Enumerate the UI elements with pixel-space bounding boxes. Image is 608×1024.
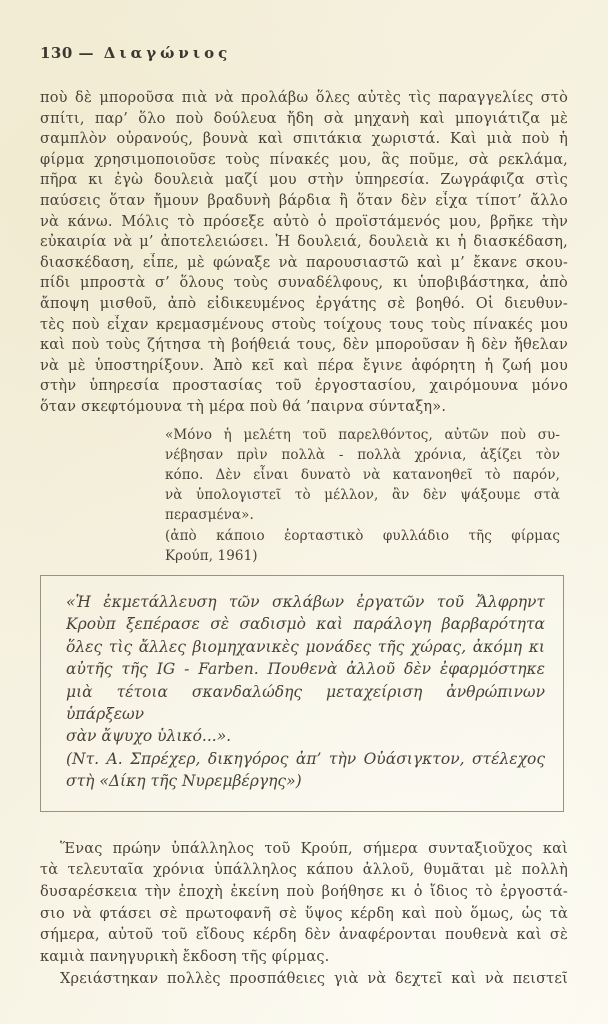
page-number: 130 xyxy=(40,44,73,62)
text-line: πίδι μπροστὰ σ’ ὅλους τοὺς συναδέλφους, κι ὑποβιβάστηκα, ἀπὸ xyxy=(40,275,568,292)
text-line: Χρειάστηκαν πολλὲς προσπάθειες γιὰ νὰ δεχτεῖ καὶ νὰ πειστεῖ xyxy=(60,970,568,987)
text-line: ὅταν σκεφτόμουνα τὴ μέρα ποὺ θά ’παιρνα σύνταξη». xyxy=(40,398,447,415)
text-line: Κρούπ, 1961) xyxy=(165,547,258,564)
text-line: φίρμα χρησιμοποιοῦσε τοὺς πίνακές μου, ἃς ποῦμε, σὰ ρεκλάμα, xyxy=(40,151,568,168)
running-head-title: Διαγώνιος xyxy=(103,44,232,62)
text-line: σήμερα, αὐτοῦ τοῦ εἴδους κέρδη δὲν ἀναφέρονται πουθενὰ καὶ σὲ xyxy=(40,927,568,944)
text-line: ποὺ δὲ μποροῦσα πιὰ νὰ προλάβω ὅλες αὐτὲς τὶς παραγγελίες στὸ xyxy=(40,90,568,106)
continuation-paragraph xyxy=(40,969,568,991)
text-line: ἄποψη μισθοῦ, ἀπὸ εἰδικευμένος ἐργάτης σὲ βοηθό. Οἱ διευθυν- xyxy=(40,295,568,312)
closing-paragraph xyxy=(40,839,568,969)
text-line: κόπο. Δὲν εἶναι δυνατὸ νὰ κατανοηθεῖ τὸ παρόν, xyxy=(165,466,560,483)
text-line: «Ἡ ἐκμετάλλευση τῶν σκλάβων ἐργατῶν τοῦ Ἄλφρηντ xyxy=(66,592,545,611)
text-line: σαμπλὸν οὐρανούς, βουνὰ καὶ σπιτάκια χωριστά. Καὶ μιὰ ποὺ ἡ xyxy=(40,131,568,148)
text-line: διασκέδαση, εἶπε, μὲ φώναξε νὰ παρουσιαστῶ καὶ μ’ ἔκανε σκου- xyxy=(40,254,568,271)
text-line: «Μόνο ἡ μελέτη τοῦ παρελθόντος, αὐτῶν ποὺ συ- xyxy=(165,426,560,443)
text-line: σὰν ἄψυχο ὑλικό...». xyxy=(66,727,232,746)
text-line: πῆρα κι ἐγὼ δουλειὰ μαζί μου στὴν ὑπηρεσία. Ζωγράφιζα στὶς xyxy=(40,172,568,189)
text-line: παύσεις ὅταν ἤμουν βραδυνὴ βάρδια ἢ ὅταν δὲν εἶχα τίποτ’ ἄλλο xyxy=(40,192,568,209)
text-line: καὶ ποὺ τοὺς ζήτησα τὴ βοήθειά τους, δὲν μποροῦσαν ἢ δὲν ἤθελαν xyxy=(40,337,568,354)
text-line: Κροὺπ ξεπέρασε σὲ σαδισμὸ καὶ παράλογη βαρβαρότητα xyxy=(66,615,545,634)
text-line: εὐκαιρία νὰ μ’ ἀποτελειώσει. Ἡ δουλειά, δουλειὰ κι ἡ διασκέδαση, xyxy=(40,234,568,251)
text-line: (ἀπὸ κάποιο ἑορταστικὸ φυλλάδιο τῆς φίρμας xyxy=(165,527,560,544)
text-line: καμιὰ πανηγυρικὴ ἔκδοση τῆς φίρμας. xyxy=(40,949,330,966)
text-line: νὰ μὲ ὑποστηρίξουν. Ἀπὸ κεῖ καὶ πέρα ἔγινε ἀφόρητη ἡ ζωή μου xyxy=(40,357,568,374)
text-line: στὴν ὑπηρεσία προστασίας τοῦ ἐργοστασίου, χαιρόμουνα μόνο xyxy=(40,378,568,395)
text-line: ὅλες τὶς ἄλλες βιομηχανικὲς μονάδες τῆς χώρας, ἀκόμη κι xyxy=(66,637,545,656)
text-line: νὰ κάνω. Μόλις τὸ πρόσεξε αὐτὸ ὁ προϊστάμενός μου, βρῆκε τὴν xyxy=(40,213,568,230)
text-line: μιὰ τέτοια σκανδαλώδης μεταχείριση ἀνθρώπινων ὑπάρξεων xyxy=(66,682,545,723)
text-line: στὴ «Δίκη τῆς Νυρεμβέργης») xyxy=(66,772,302,791)
framed-quote-source xyxy=(66,748,545,793)
text-line: (Ντ. Α. Σπρέχερ, δικηγόρος ἀπ’ τὴν Οὐάσιγκτον, στέλεχος xyxy=(66,749,545,768)
framed-quote-box xyxy=(40,575,564,812)
running-head-separator: — xyxy=(78,44,95,62)
text-line: τὲς ποὺ εἶχαν κρεμασμένους στοὺς τοίχους τους τοὺς πίνακές μου xyxy=(40,316,568,333)
running-head xyxy=(40,44,568,62)
framed-quote-text xyxy=(66,591,545,748)
text-line: τὰ τελευταῖα χρόνια ὑπάλληλος κάπου ἀλλοῦ, θυμᾶται μὲ πολλὴ xyxy=(40,862,568,879)
text-line: νὰ ὑπολογιστεῖ τὸ μέλλον, ἂν δὲν ψάξουμε στὰ xyxy=(165,487,560,504)
text-line: νέβησαν πρὶν πολλὰ - πολλὰ χρόνια, ἀξίζει τὸν xyxy=(165,446,560,463)
text-line: δυσαρέσκεια τὴν ἐποχὴ ἐκείνη ποὺ βοήθησε κι ὁ ἴδιος τὸ ἐργοστά- xyxy=(40,883,568,900)
main-paragraph xyxy=(40,88,568,418)
text-line: σιο νὰ φτάσει σὲ πρωτοφανῆ σὲ ὕψος κέρδη καὶ ποὺ ὅμως, ὡς τὰ xyxy=(40,905,568,922)
text-line: Ἕνας πρώην ὑπάλληλος τοῦ Κρούπ, σήμερα συνταξιοῦχος καὶ xyxy=(60,840,568,857)
inset-quote-source xyxy=(165,526,560,566)
text-line: σπίτι, παρ’ ὅλο ποὺ δούλευα ἤδη σὰ μηχανὴ καὶ μπογιάτιζα μὲ xyxy=(40,110,568,127)
inset-quote xyxy=(165,425,560,526)
text-line: περασμένα». xyxy=(165,507,254,524)
text-line: αὐτῆς τῆς IG - Farben. Πουθενὰ ἀλλοῦ δὲν ἐφαρμόστηκε xyxy=(66,660,545,679)
